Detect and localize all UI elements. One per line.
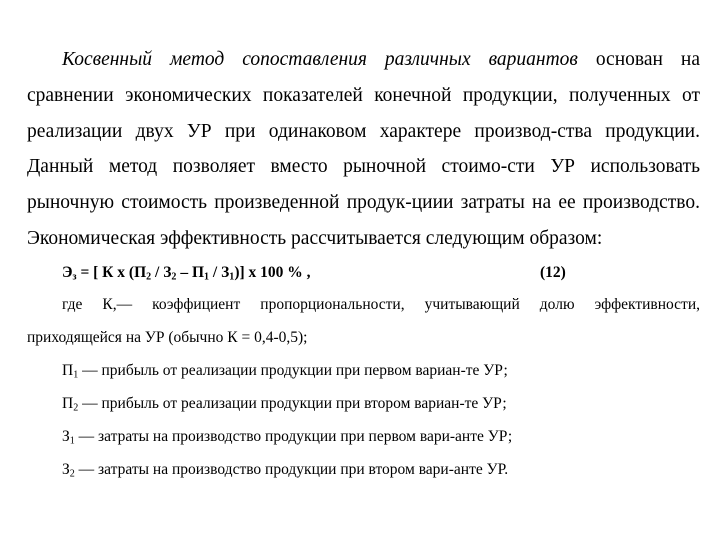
symbol-p: П xyxy=(62,362,74,379)
equation-number: (12) xyxy=(540,264,566,281)
definition-p1 xyxy=(62,361,700,381)
paragraph-line-1-rest: основан на xyxy=(577,49,700,70)
definition-text: — прибыль от реализации продукции при втором вариан-те УР; xyxy=(78,395,507,412)
formula-sub: 2 xyxy=(171,271,177,283)
formula-part: – П xyxy=(176,264,205,281)
paragraph-line-6: Экономическая эффективность рассчитывается следующим образом: xyxy=(27,228,603,249)
paragraph-line-4: Данный метод позволяет вместо рыночной стоимо-сти УР использовать xyxy=(27,156,700,177)
symbol-z: З xyxy=(62,428,70,445)
definition-z2 xyxy=(62,460,700,480)
paragraph-line-2: сравнении экономических показателей конечной продукции, полученных от xyxy=(27,85,700,106)
symbol-sub: 1 xyxy=(73,369,79,381)
formula-part: / З xyxy=(209,264,230,281)
symbol-sub: 1 xyxy=(69,435,75,447)
paragraph-line-3: реализации двух УР при одинаковом характере производ-ства продукции. xyxy=(27,121,700,142)
symbol-sub: 2 xyxy=(69,468,75,480)
formula-sub: 2 xyxy=(146,271,152,283)
formula-part: = [ К x (П xyxy=(76,264,147,281)
efficiency-formula xyxy=(62,263,700,283)
symbol-p: П xyxy=(62,395,74,412)
definition-k-line-1: где К,— коэффициент пропорциональности, учитывающий долю эффективности, xyxy=(62,296,700,313)
paragraph-line-1 xyxy=(62,48,700,72)
method-title: Косвенный метод сопоставления различных вариантов xyxy=(62,49,578,70)
definition-text: — прибыль от реализации продукции при первом вариан-те УР; xyxy=(78,362,508,379)
definition-p2 xyxy=(62,394,700,414)
formula-sub: з xyxy=(72,271,77,283)
formula-symbol-e: Э xyxy=(62,264,73,281)
formula-sub: 1 xyxy=(204,271,210,283)
definition-k-line-2: приходящейся на УР (обычно К = 0,4-0,5); xyxy=(27,329,308,346)
formula-sub: 1 xyxy=(229,271,235,283)
definition-text: — затраты на производство продукции при первом вари-анте УР; xyxy=(74,428,513,445)
symbol-sub: 2 xyxy=(73,402,79,414)
definition-z1 xyxy=(62,427,700,447)
symbol-z: З xyxy=(62,461,70,478)
formula-part: / З xyxy=(151,264,172,281)
paragraph-line-5: рыночную стоимость произведенной продук-циии затраты на ее производство. xyxy=(27,192,700,213)
formula-part: )] x 100 % , xyxy=(234,264,311,281)
definition-text: — затраты на производство продукции при втором вари-анте УР. xyxy=(74,461,509,478)
